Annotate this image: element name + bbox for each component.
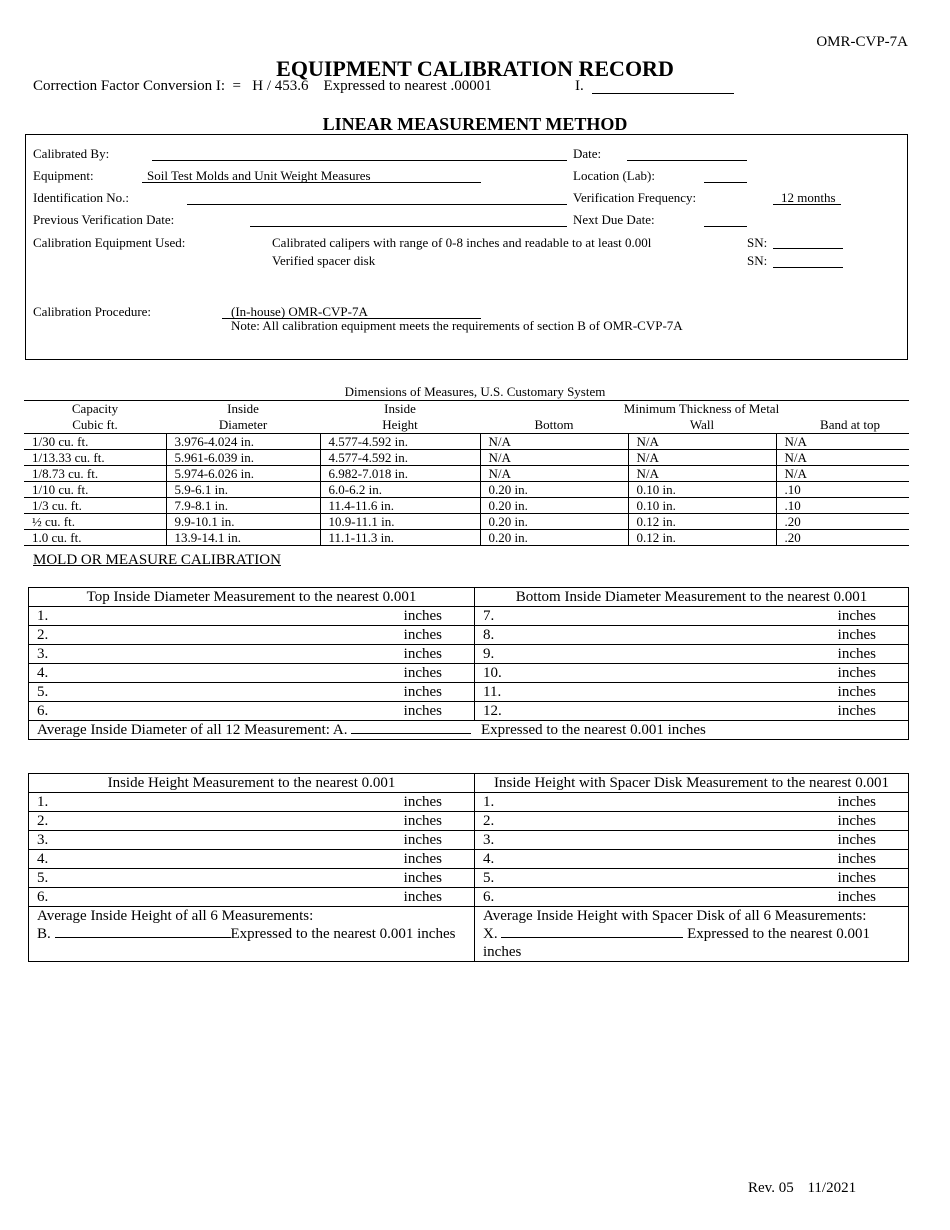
table-row <box>24 482 909 498</box>
spacer-height-header: Inside Height with Spacer Disk Measurement to the nearest 0.001 <box>475 774 909 793</box>
calibrated-by-label: Calibrated By: <box>33 146 110 161</box>
unit-label: inches <box>837 684 876 700</box>
row-number: 2. <box>37 627 49 643</box>
cal-equipment-1: Calibrated calipers with range of 0-8 inches and readable to at least 0.00l <box>272 235 652 250</box>
unit-label: inches <box>837 813 876 829</box>
row-number: 4. <box>37 851 49 867</box>
unit-label: inches <box>403 665 442 681</box>
unit-label: inches <box>837 665 876 681</box>
cell: .20 <box>776 530 909 546</box>
unit-label: inches <box>837 627 876 643</box>
cell: 11.4-11.6 in. <box>320 498 480 514</box>
h-capacity-1: Capacity <box>71 401 119 416</box>
cell: 11.1-11.3 in. <box>320 530 480 546</box>
row-number: 1. <box>483 794 495 810</box>
location-field[interactable] <box>704 182 747 183</box>
calibrated-by-field[interactable] <box>152 160 567 161</box>
spacer-height-cell[interactable] <box>475 888 909 907</box>
avg-spacer-suffix: Expressed to the nearest 0.001 <box>687 926 870 942</box>
average-diameter-row <box>29 721 909 740</box>
unit-label: inches <box>403 813 442 829</box>
unit-label: inches <box>837 794 876 810</box>
correction-factor-i-field[interactable] <box>592 93 734 94</box>
h-bottom: Bottom <box>534 417 574 432</box>
unit-label: inches <box>837 870 876 886</box>
height-measurement-table <box>28 773 909 962</box>
unit-label: inches <box>403 608 442 624</box>
unit-label: inches <box>403 703 442 719</box>
cell: 1/13.33 cu. ft. <box>24 450 166 466</box>
h-min-thickness: Minimum Thickness of Metal <box>623 401 780 416</box>
cf-i-text: I. <box>575 78 584 94</box>
date-label: Date: <box>573 146 602 161</box>
bottom-diameter-header: Bottom Inside Diameter Measurement to the nearest 0.001 <box>475 588 909 607</box>
revision-label <box>748 1180 856 1197</box>
cell: 9.9-10.1 in. <box>166 514 320 530</box>
cell: N/A <box>628 450 776 466</box>
cell: 0.20 in. <box>480 514 628 530</box>
avg-spacer-label: Average Inside Height with Spacer Disk of all 6 Measurements: <box>483 908 867 924</box>
row-number: 2. <box>37 813 49 829</box>
page-title: EQUIPMENT CALIBRATION RECORD <box>276 56 674 81</box>
avg-height-field[interactable] <box>55 925 231 938</box>
table-row <box>29 607 909 626</box>
cell: 0.20 in. <box>480 498 628 514</box>
cell: 0.10 in. <box>628 482 776 498</box>
sn-label-1: SN: <box>747 235 768 250</box>
avg-diameter-field[interactable] <box>351 721 471 734</box>
avg-height-b-label: B. <box>37 926 51 942</box>
unit-label: inches <box>403 794 442 810</box>
h-diameter-2: Diameter <box>218 417 268 432</box>
cell: 3.976-4.024 in. <box>166 434 320 450</box>
table-row <box>24 434 909 450</box>
cal-equipment-label: Calibration Equipment Used: <box>33 235 186 250</box>
dimensions-table <box>24 433 909 546</box>
table-row <box>29 869 909 888</box>
cell: 0.12 in. <box>628 514 776 530</box>
revision-date: 11/2021 <box>807 1180 857 1196</box>
table-row <box>29 626 909 645</box>
h-height-1: Inside <box>384 401 416 416</box>
row-number: 1. <box>37 608 49 624</box>
row-number: 5. <box>483 870 495 886</box>
cell: 0.10 in. <box>628 498 776 514</box>
unit-label: inches <box>403 646 442 662</box>
row-number: 3. <box>483 832 495 848</box>
row-number: 6. <box>37 889 49 905</box>
cell: 5.961-6.039 in. <box>166 450 320 466</box>
unit-label: inches <box>403 684 442 700</box>
row-number: 6. <box>483 889 495 905</box>
table-header-row <box>29 774 909 793</box>
bottom-diameter-cell[interactable] <box>475 683 909 702</box>
avg-spacer-field[interactable] <box>501 925 683 938</box>
spacer-height-cell[interactable] <box>475 850 909 869</box>
avg-height-suffix: Expressed to the nearest 0.001 inches <box>230 926 456 942</box>
verification-frequency-value: 12 months <box>781 190 836 205</box>
identification-field[interactable] <box>187 204 567 205</box>
cal-equipment-2: Verified spacer disk <box>272 253 376 268</box>
verification-frequency-field[interactable] <box>773 204 841 205</box>
row-number: 3. <box>37 832 49 848</box>
avg-diameter-label: Average Inside Diameter of all 12 Measurement: A. <box>37 722 348 738</box>
top-diameter-cell[interactable] <box>29 702 475 721</box>
table-row <box>29 888 909 907</box>
verification-frequency-label: Verification Frequency: <box>573 190 697 205</box>
cell: 6.0-6.2 in. <box>320 482 480 498</box>
bottom-diameter-cell[interactable] <box>475 664 909 683</box>
table-row <box>29 683 909 702</box>
cell: .10 <box>776 498 909 514</box>
top-diameter-cell[interactable] <box>29 645 475 664</box>
avg-spacer-unit: inches <box>483 944 522 960</box>
bottom-diameter-cell[interactable] <box>475 702 909 721</box>
table-row <box>29 702 909 721</box>
spacer-height-cell[interactable] <box>475 869 909 888</box>
cell: 1/30 cu. ft. <box>24 434 166 450</box>
next-due-label: Next Due Date: <box>573 212 655 227</box>
cell: 0.20 in. <box>480 482 628 498</box>
cell: .20 <box>776 514 909 530</box>
unit-label: inches <box>837 851 876 867</box>
cell: 1/3 cu. ft. <box>24 498 166 514</box>
cell: N/A <box>628 434 776 450</box>
average-diameter-cell[interactable] <box>29 721 909 740</box>
procedure-label: Calibration Procedure: <box>33 304 152 319</box>
sn-field-1[interactable] <box>773 248 843 249</box>
cell: 1/8.73 cu. ft. <box>24 466 166 482</box>
bottom-diameter-cell[interactable] <box>475 626 909 645</box>
table-row <box>24 530 909 546</box>
cell: N/A <box>480 450 628 466</box>
cell: 6.982-7.018 in. <box>320 466 480 482</box>
cell: 0.20 in. <box>480 530 628 546</box>
avg-height-label: Average Inside Height of all 6 Measurements: <box>37 908 314 924</box>
table-row <box>24 498 909 514</box>
row-number: 1. <box>37 794 49 810</box>
unit-label: inches <box>403 870 442 886</box>
table-row <box>24 450 909 466</box>
table-row <box>29 831 909 850</box>
row-number: 2. <box>483 813 495 829</box>
h-height-2: Height <box>382 417 418 432</box>
h-capacity-2: Cubic ft. <box>72 417 118 432</box>
h-diameter-1: Inside <box>227 401 259 416</box>
table-row <box>29 793 909 812</box>
cell: 1/10 cu. ft. <box>24 482 166 498</box>
unit-label: inches <box>837 608 876 624</box>
table-row <box>24 514 909 530</box>
inside-height-cell[interactable] <box>29 831 475 850</box>
cell: N/A <box>480 434 628 450</box>
h-wall: Wall <box>689 417 715 432</box>
row-number: 11. <box>483 684 502 700</box>
cell: 5.974-6.026 in. <box>166 466 320 482</box>
cell: 13.9-14.1 in. <box>166 530 320 546</box>
table-header-row <box>29 588 909 607</box>
unit-label: inches <box>837 832 876 848</box>
row-number: 6. <box>37 703 49 719</box>
row-number: 7. <box>483 608 495 624</box>
unit-label: inches <box>403 832 442 848</box>
equipment-label: Equipment: <box>33 168 94 183</box>
sn-field-2[interactable] <box>773 267 843 268</box>
sn-label-2: SN: <box>747 253 768 268</box>
dimensions-caption: Dimensions of Measures, U.S. Customary System <box>344 384 606 399</box>
cell: .10 <box>776 482 909 498</box>
table-row <box>29 850 909 869</box>
average-height-row <box>29 907 909 962</box>
row-number: 5. <box>37 870 49 886</box>
cell: N/A <box>776 434 909 450</box>
top-diameter-cell[interactable] <box>29 626 475 645</box>
h-band: Band at top <box>820 417 880 432</box>
table-row <box>29 812 909 831</box>
inside-height-header: Inside Height Measurement to the nearest 0.001 <box>29 774 475 793</box>
row-number: 10. <box>483 665 502 681</box>
cell: 1.0 cu. ft. <box>24 530 166 546</box>
inside-height-cell[interactable] <box>29 850 475 869</box>
revision-number: Rev. 05 <box>748 1180 794 1196</box>
cell: 5.9-6.1 in. <box>166 482 320 498</box>
average-height-cell[interactable] <box>29 907 475 962</box>
row-number: 12. <box>483 703 502 719</box>
unit-label: inches <box>403 889 442 905</box>
previous-verification-field[interactable] <box>250 226 567 227</box>
cell: 7.9-8.1 in. <box>166 498 320 514</box>
row-number: 4. <box>483 851 495 867</box>
spacer-height-cell[interactable] <box>475 831 909 850</box>
location-label: Location (Lab): <box>573 168 655 183</box>
cell: 4.577-4.592 in. <box>320 450 480 466</box>
identification-label: Identification No.: <box>33 190 130 205</box>
cell: N/A <box>776 450 909 466</box>
cell: 10.9-11.1 in. <box>320 514 480 530</box>
inside-height-cell[interactable] <box>29 793 475 812</box>
avg-spacer-line <box>483 925 900 943</box>
correction-factor-i-label <box>575 78 584 95</box>
avg-height-line <box>37 925 466 943</box>
mold-section-title: MOLD OR MEASURE CALIBRATION <box>33 552 281 568</box>
row-number: 9. <box>483 646 495 662</box>
cell: N/A <box>628 466 776 482</box>
next-due-field[interactable] <box>704 226 747 227</box>
inside-height-cell[interactable] <box>29 812 475 831</box>
spacer-height-cell[interactable] <box>475 793 909 812</box>
inside-height-cell[interactable] <box>29 869 475 888</box>
unit-label: inches <box>837 646 876 662</box>
unit-label: inches <box>403 851 442 867</box>
date-field[interactable] <box>627 160 747 161</box>
unit-label: inches <box>837 889 876 905</box>
table-row <box>24 466 909 482</box>
procedure-value: (In-house) OMR-CVP-7A <box>231 304 368 319</box>
row-number: 5. <box>37 684 49 700</box>
cell: N/A <box>776 466 909 482</box>
top-diameter-cell[interactable] <box>29 664 475 683</box>
diameter-measurement-table <box>28 587 909 740</box>
cell: 4.577-4.592 in. <box>320 434 480 450</box>
top-diameter-header: Top Inside Diameter Measurement to the nearest 0.001 <box>29 588 475 607</box>
unit-label: inches <box>403 627 442 643</box>
correction-factor-text: Correction Factor Conversion I: = H / 453.6 Expressed to nearest .00001 <box>33 78 492 94</box>
avg-diameter-suffix: Expressed to the nearest 0.001 inches <box>480 722 706 738</box>
equipment-field[interactable] <box>142 182 481 183</box>
top-diameter-cell[interactable] <box>29 607 475 626</box>
spacer-height-cell[interactable] <box>475 812 909 831</box>
note-text: Note: All calibration equipment meets the requirements of section B of OMR-CVP-7A <box>231 318 683 333</box>
table-row <box>29 664 909 683</box>
section-subtitle: LINEAR MEASUREMENT METHOD <box>322 114 628 134</box>
equipment-value: Soil Test Molds and Unit Weight Measures <box>147 168 371 183</box>
average-spacer-height-cell[interactable] <box>475 907 909 962</box>
unit-label: inches <box>837 703 876 719</box>
cell: 0.12 in. <box>628 530 776 546</box>
table-row <box>29 645 909 664</box>
top-diameter-cell[interactable] <box>29 683 475 702</box>
avg-spacer-x-label: X. <box>483 926 498 942</box>
row-number: 4. <box>37 665 49 681</box>
row-number: 3. <box>37 646 49 662</box>
cell: N/A <box>480 466 628 482</box>
row-number: 8. <box>483 627 495 643</box>
previous-verification-label: Previous Verification Date: <box>33 212 175 227</box>
bottom-diameter-cell[interactable] <box>475 645 909 664</box>
cell: ½ cu. ft. <box>24 514 166 530</box>
form-id: OMR-CVP-7A <box>816 34 908 50</box>
bottom-diameter-cell[interactable] <box>475 607 909 626</box>
inside-height-cell[interactable] <box>29 888 475 907</box>
